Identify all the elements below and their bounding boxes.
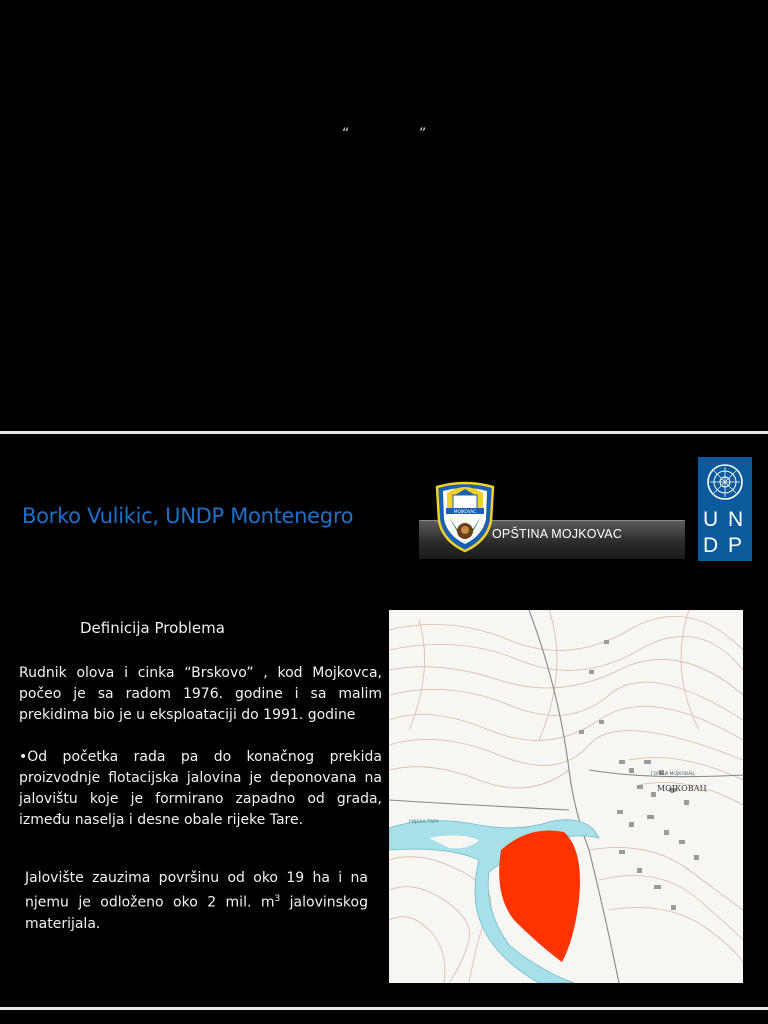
undp-letter-n: N (728, 508, 744, 531)
paragraph-tailings-size (25, 868, 368, 935)
mojkovac-crest-logo (433, 481, 497, 553)
superscript-3: 3 (274, 894, 281, 904)
section-title: Definicija Problema (80, 619, 225, 637)
crest-label: MOJKOVAC (453, 509, 477, 514)
paragraph-mine-history: Rudnik olova i cinka “Brskovo” , kod Mojkovca, počeo je sa radom 1976. godine i sa malim prekidima bio je u eksploataciji do 1991. godine (19, 665, 382, 723)
presenter-title: Borko Vulikic, UNDP Montenegro (22, 504, 354, 528)
map-area-label: ГОРЊИ МОЈКОВАЦ (651, 772, 695, 777)
paragraph-tailings-deposit: •Od početka rada pa do konačnog prekida proizvodnje flotacijska jalovina je deponovana na jalovištu koje je formirano zapadno od grada, između naselja i desne obale rijeke Tare. (19, 749, 382, 828)
open-quote: “ (342, 126, 350, 142)
undp-letter-p: P (728, 534, 743, 557)
map-city-label: МОЈКОВАЦ (657, 784, 707, 793)
undp-letter-d: D (703, 534, 719, 557)
map-river-label: РИЈЕКА ТАРА (409, 820, 439, 825)
topographic-map (389, 610, 743, 983)
municipality-banner-text: OPŠTINA MOJKOVAC (492, 527, 623, 541)
undp-letter-u: U (703, 508, 719, 531)
slide-divider-top (0, 431, 768, 434)
undp-logo (698, 457, 752, 561)
slide-divider-bottom (0, 1007, 768, 1010)
close-quote: ” (419, 126, 427, 142)
paragraph-tailings-size-b: jalovinskog materijala. (25, 894, 368, 932)
paragraph-tailings-size-a: Jalovište zauzima površinu od oko 19 ha i na njemu je odloženo oko 2 mil. m (25, 870, 368, 911)
un-emblem-icon (705, 462, 745, 502)
